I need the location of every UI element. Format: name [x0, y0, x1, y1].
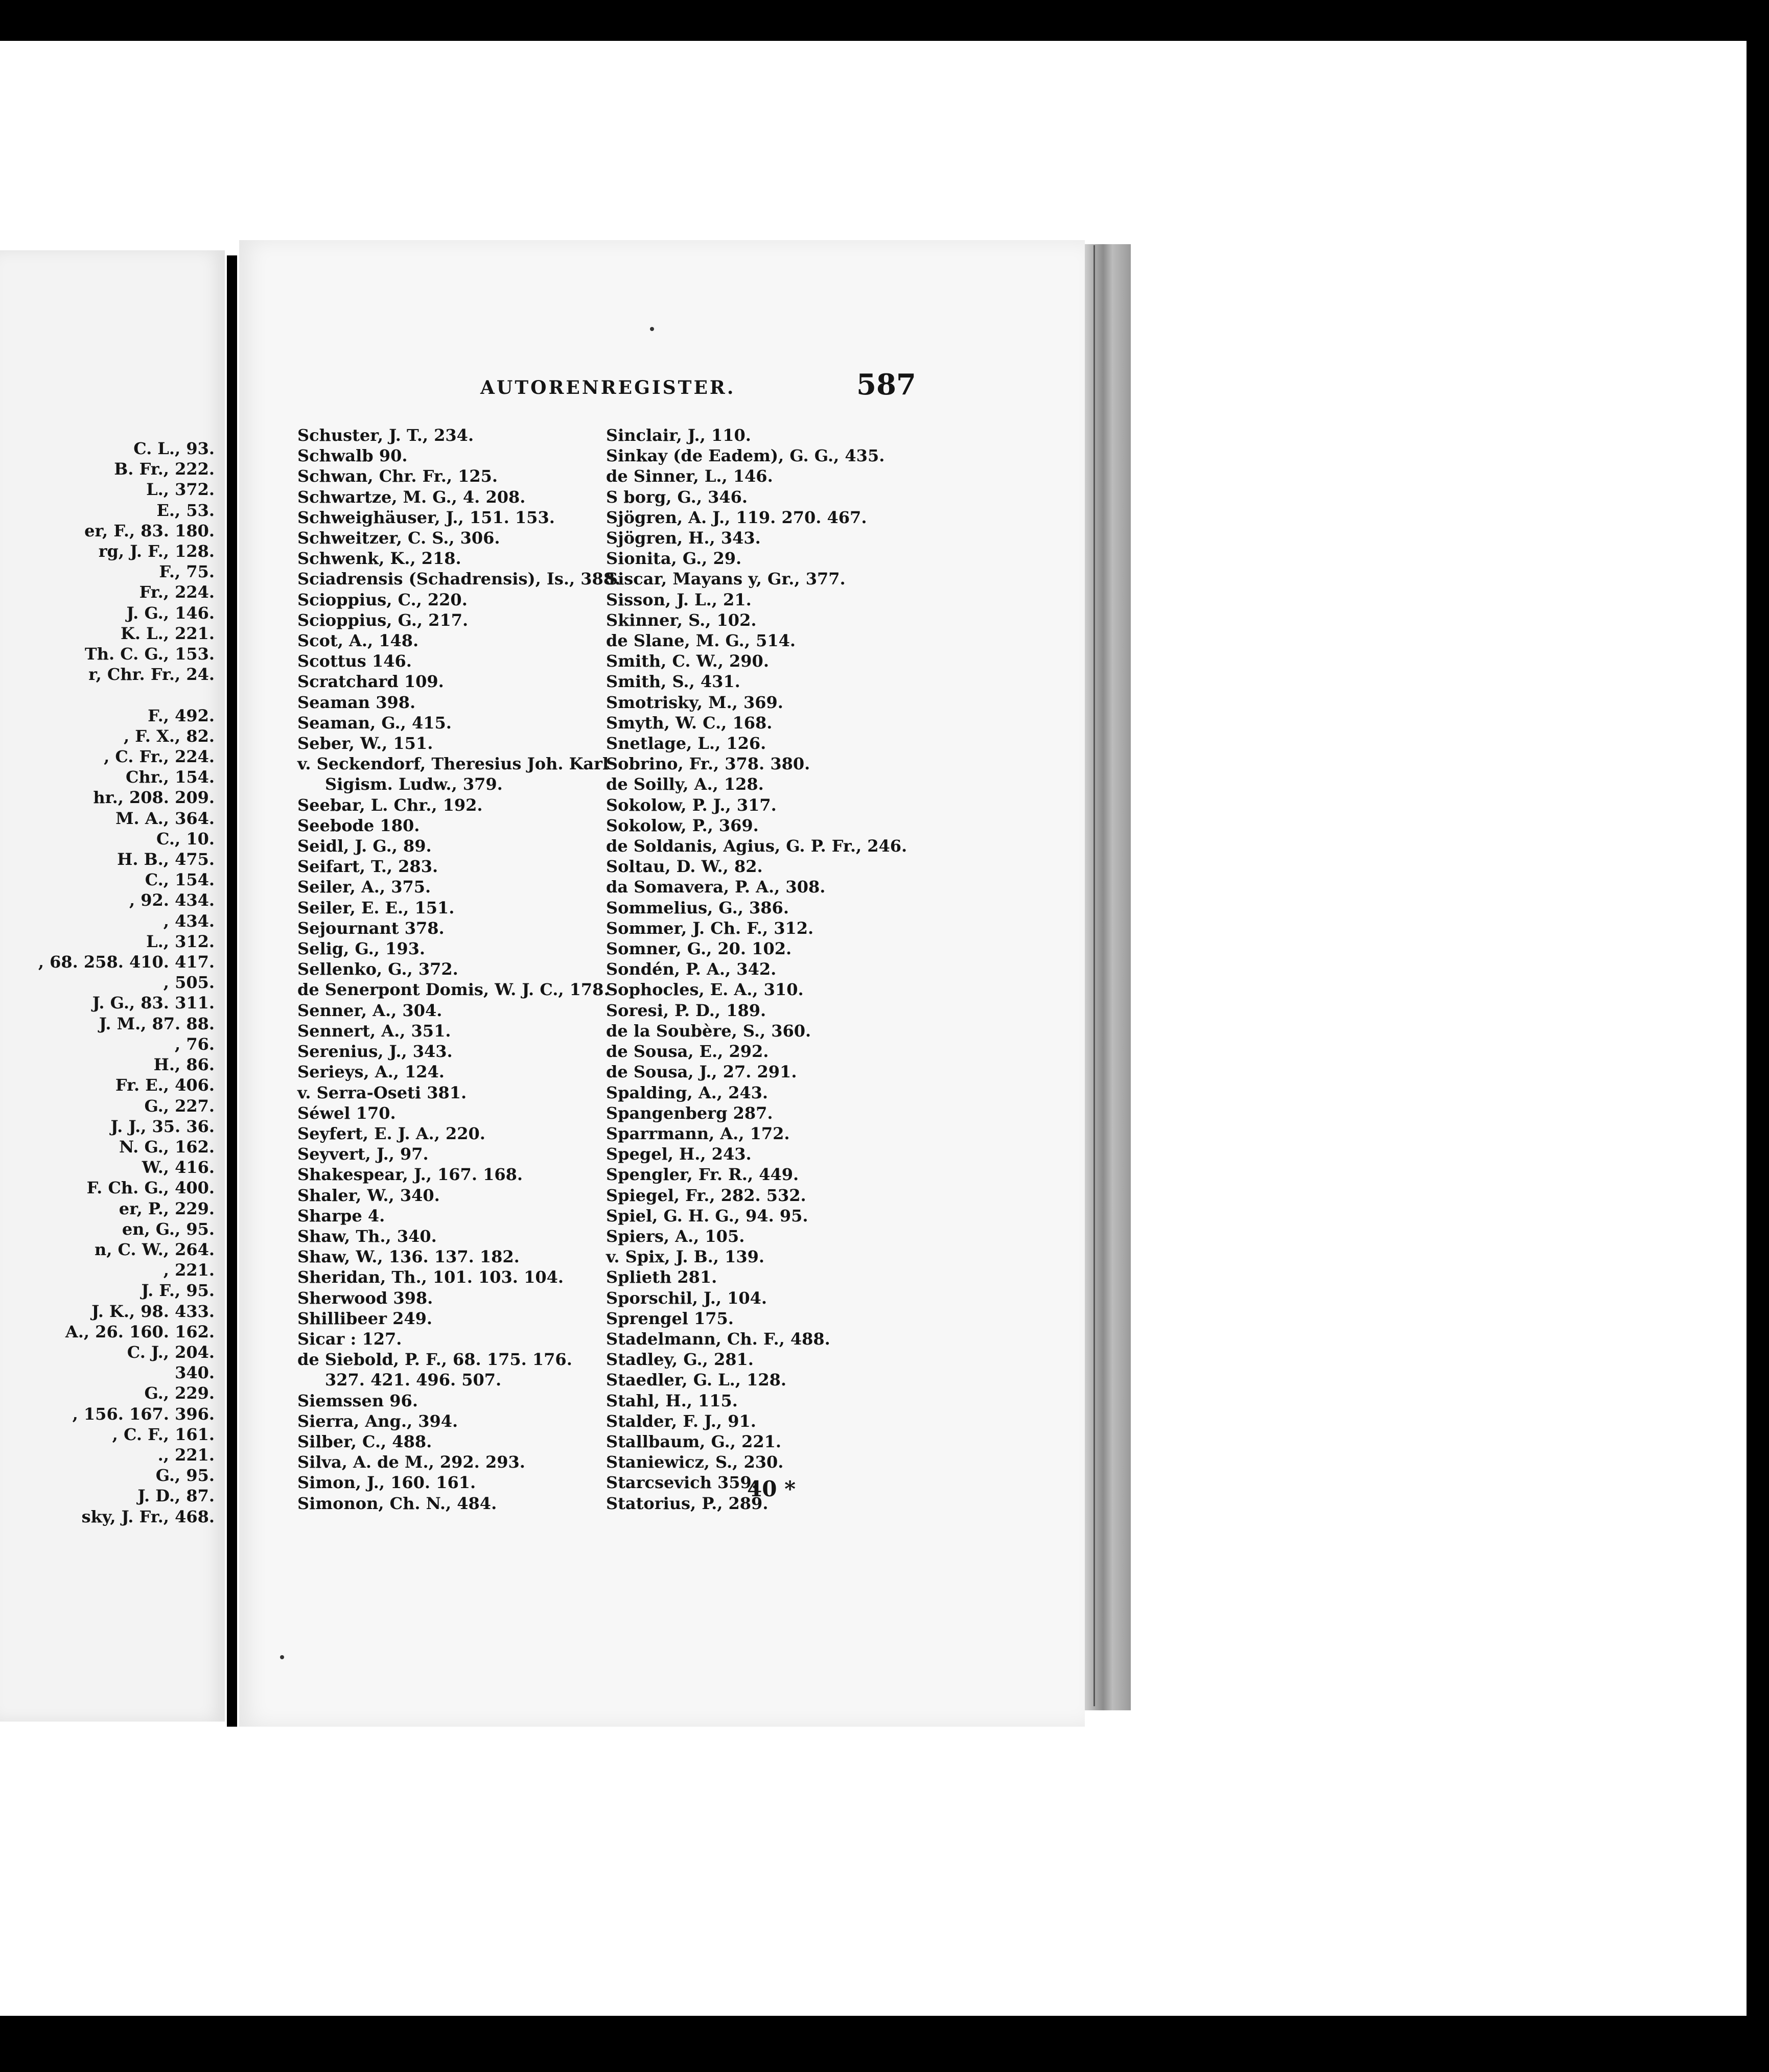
index-entry: Sophocles, E. A., 310.: [606, 980, 804, 1000]
index-entry: Sjögren, H., 343.: [606, 528, 761, 548]
index-entry: Silva, A. de M., 292. 293.: [297, 1452, 525, 1472]
left-page-entry: C. L., 93.: [133, 439, 215, 458]
left-page-entry: C., 154.: [145, 870, 215, 890]
index-entry: Sinkay (de Eadem), G. G., 435.: [606, 446, 885, 466]
index-entry: Séwel 170.: [297, 1103, 396, 1123]
index-entry: Snetlage, L., 126.: [606, 734, 766, 754]
left-page-entry: , 76.: [175, 1034, 215, 1054]
left-page-entry: Fr. E., 406.: [115, 1075, 215, 1095]
page-number: 587: [856, 368, 916, 402]
left-page-entry: G., 229.: [144, 1383, 215, 1403]
index-entry: Shaler, W., 340.: [297, 1185, 440, 1205]
index-entry: Sigism. Ludw., 379.: [325, 774, 503, 794]
index-entry: Schwan, Chr. Fr., 125.: [297, 466, 498, 486]
index-entry: Seidl, J. G., 89.: [297, 836, 432, 856]
index-entry: Sinclair, J., 110.: [606, 426, 751, 445]
left-page-entry: , C. Fr., 224.: [104, 747, 215, 767]
left-page: [0, 250, 225, 1722]
left-page-entry: , C. F., 161.: [112, 1424, 215, 1444]
index-entry: Siemssen 96.: [297, 1391, 418, 1410]
index-column-left: [297, 425, 621, 1514]
index-entry: de Sinner, L., 146.: [606, 466, 773, 486]
index-entry: Spiers, A., 105.: [606, 1226, 745, 1246]
signature-mark: 40 *: [747, 1476, 796, 1501]
index-entry: Serieys, A., 124.: [297, 1062, 445, 1082]
index-entry: Sheridan, Th., 101. 103. 104.: [297, 1267, 564, 1287]
index-entry: de Soilly, A., 128.: [606, 774, 764, 794]
index-entry: v. Serra-Oseti 381.: [297, 1082, 467, 1102]
index-entry: Sokolow, P., 369.: [606, 815, 759, 835]
left-page-entry: , F. X., 82.: [124, 726, 215, 746]
index-entry: Smith, C. W., 290.: [606, 651, 769, 671]
index-entry: Skinner, S., 102.: [606, 610, 757, 630]
index-entry: Statorius, P., 289.: [606, 1493, 769, 1513]
scan-border-top: [0, 0, 1769, 41]
index-entry: Schwalb 90.: [297, 446, 408, 466]
index-entry: S borg, G., 346.: [606, 487, 748, 507]
left-page-entry: sky, J. Fr., 468.: [81, 1506, 215, 1526]
index-entry: Shaw, Th., 340.: [297, 1226, 437, 1246]
left-page-entry: H. B., 475.: [117, 850, 215, 869]
left-page-entry: J. J., 35. 36.: [110, 1116, 215, 1136]
index-entry: Sherwood 398.: [297, 1288, 433, 1308]
index-entry: Sparrmann, A., 172.: [606, 1123, 790, 1143]
index-entry: Soltau, D. W., 82.: [606, 857, 763, 877]
index-entry: Smyth, W. C., 168.: [606, 713, 773, 733]
left-page-entry: F., 492.: [148, 705, 215, 725]
index-entry: Sporschil, J., 104.: [606, 1288, 767, 1308]
index-entry: Simonon, Ch. N., 484.: [297, 1493, 497, 1513]
left-page-entries: [0, 438, 215, 1527]
index-entry: Schwartze, M. G., 4. 208.: [297, 487, 526, 507]
left-page-entry: A., 26. 160. 162.: [65, 1322, 215, 1341]
index-entry: Somner, G., 20. 102.: [606, 939, 792, 959]
left-page-entry: , 505.: [163, 973, 215, 993]
index-entry: Staniewicz, S., 230.: [606, 1452, 784, 1472]
index-entry: Splieth 281.: [606, 1267, 717, 1287]
index-entry: v. Spix, J. B., 139.: [606, 1247, 764, 1267]
index-entry: de Soldanis, Agius, G. P. Fr., 246.: [606, 836, 907, 856]
index-entry: Sicar : 127.: [297, 1329, 402, 1349]
index-entry: Stalder, F. J., 91.: [606, 1411, 756, 1431]
left-page-entry: H., 86.: [153, 1055, 215, 1075]
left-page-entry: J. G., 146.: [126, 603, 215, 623]
index-entry: Sejournant 378.: [297, 918, 445, 938]
index-entry: Seiler, E. E., 151.: [297, 898, 455, 917]
index-entry: Selig, G., 193.: [297, 939, 425, 959]
index-entry: Soresi, P. D., 189.: [606, 1000, 766, 1020]
left-page-entry: J. G., 83. 311.: [92, 993, 215, 1013]
index-entry: Sellenko, G., 372.: [297, 959, 458, 979]
index-entry: Simon, J., 160. 161.: [297, 1473, 476, 1493]
left-page-entry: , 434.: [163, 911, 215, 931]
index-entry: de la Soubère, S., 360.: [606, 1021, 811, 1041]
index-entry: Sommer, J. Ch. F., 312.: [606, 918, 814, 938]
index-entry: Schwenk, K., 218.: [297, 549, 461, 569]
index-entry: Staedler, G. L., 128.: [606, 1370, 787, 1390]
index-entry: Sommelius, G., 386.: [606, 898, 789, 917]
index-entry: Spangenberg 287.: [606, 1103, 773, 1123]
page-edge-line: [1093, 245, 1095, 1706]
index-entry: Seyvert, J., 97.: [297, 1144, 429, 1164]
index-column-right: [606, 425, 913, 1514]
index-entry: Stadelmann, Ch. F., 488.: [606, 1329, 830, 1349]
left-page-entry: J. M., 87. 88.: [99, 1014, 215, 1033]
left-page-entry: M. A., 364.: [115, 808, 215, 828]
left-page-entry: , 92. 434.: [129, 890, 215, 910]
left-page-entry: , 221.: [163, 1260, 215, 1280]
left-page-entry: r, Chr. Fr., 24.: [88, 665, 215, 685]
index-entry: da Somavera, P. A., 308.: [606, 877, 826, 897]
left-page-entry: E., 53.: [156, 500, 215, 520]
left-page-entry: er, P., 229.: [119, 1198, 215, 1218]
left-page-entry: F. Ch. G., 400.: [86, 1178, 215, 1198]
index-entry: Seaman, G., 415.: [297, 713, 452, 733]
index-entry: Seebode 180.: [297, 815, 420, 835]
left-page-entry: F., 75.: [159, 562, 215, 582]
index-entry: Spalding, A., 243.: [606, 1082, 769, 1102]
left-page-entry: 340.: [175, 1363, 215, 1383]
index-entry: Sierra, Ang., 394.: [297, 1411, 458, 1431]
index-entry: Schweighäuser, J., 151. 153.: [297, 507, 555, 527]
index-entry: Stahl, H., 115.: [606, 1391, 738, 1410]
left-page-entry: er, F., 83. 180.: [84, 521, 215, 540]
left-page-entry: hr., 208. 209.: [93, 788, 215, 808]
left-page-entry: L., 312.: [146, 931, 215, 951]
index-entry: Seifart, T., 283.: [297, 857, 438, 877]
left-page-entry: Fr., 224.: [139, 582, 215, 602]
left-page-entry: G., 95.: [155, 1466, 215, 1486]
index-entry: v. Seckendorf, Theresius Joh. Karl: [297, 754, 609, 774]
page-edge: [1085, 244, 1131, 1710]
ink-speck: [650, 327, 654, 331]
index-entry: Scioppius, C., 220.: [297, 590, 468, 609]
index-entry: de Sousa, E., 292.: [606, 1042, 769, 1062]
left-page-entry: C., 10.: [156, 829, 215, 849]
index-entry: Scot, A., 148.: [297, 631, 419, 651]
scan-border-right: [1747, 0, 1769, 2072]
index-entry: Sprengel 175.: [606, 1308, 734, 1328]
left-page-entry: B. Fr., 222.: [114, 459, 215, 479]
index-entry: Smith, S., 431.: [606, 672, 740, 692]
index-entry: 327. 421. 496. 507.: [325, 1370, 502, 1390]
index-entry: Sisson, J. L., 21.: [606, 590, 752, 609]
scan-border-bottom: [0, 2016, 1769, 2072]
left-page-entry: W., 416.: [142, 1158, 215, 1178]
index-entry: Seber, W., 151.: [297, 734, 433, 754]
index-entry: Seebar, L. Chr., 192.: [297, 795, 483, 815]
left-page-entry: L., 372.: [146, 480, 215, 500]
left-page-entry: J. F., 95.: [141, 1281, 215, 1301]
left-page-entry: J. D., 87.: [137, 1486, 215, 1506]
index-entry: Scratchard 109.: [297, 672, 444, 692]
index-entry: Starcsevich 359.: [606, 1473, 757, 1493]
index-entry: de Siebold, P. F., 68. 175. 176.: [297, 1350, 572, 1370]
index-entry: Spiegel, Fr., 282. 532.: [606, 1185, 806, 1205]
index-entry: Sionita, G., 29.: [606, 549, 742, 569]
index-entry: Seiler, A., 375.: [297, 877, 431, 897]
left-page-entry: [0, 685, 215, 705]
index-entry: Spegel, H., 243.: [606, 1144, 752, 1164]
index-entry: Sciadrensis (Schadrensis), Is., 388.: [297, 569, 621, 589]
index-entry: Seyfert, E. J. A., 220.: [297, 1123, 485, 1143]
index-entry: Sobrino, Fr., 378. 380.: [606, 754, 810, 774]
index-entry: Senner, A., 304.: [297, 1000, 443, 1020]
index-entry: Scottus 146.: [297, 651, 412, 671]
index-entry: Scioppius, G., 217.: [297, 610, 469, 630]
index-entry: Spengler, Fr. R., 449.: [606, 1165, 799, 1185]
left-page-entry: en, G., 95.: [122, 1219, 215, 1239]
index-entry: Shillibeer 249.: [297, 1308, 433, 1328]
index-entry: Schuster, J. T., 234.: [297, 426, 474, 445]
index-entry: Stallbaum, G., 221.: [606, 1431, 781, 1451]
index-entry: Sokolow, P. J., 317.: [606, 795, 777, 815]
left-page-entry: C. J., 204.: [127, 1342, 215, 1362]
left-page-entry: Th. C. G., 153.: [84, 644, 215, 664]
index-entry: Sjögren, A. J., 119. 270. 467.: [606, 507, 867, 527]
left-page-entry: J. K., 98. 433.: [91, 1301, 215, 1321]
index-entry: de Sousa, J., 27. 291.: [606, 1062, 797, 1082]
running-head: AUTORENREGISTER.: [480, 377, 736, 398]
left-page-entry: n, C. W., 264.: [94, 1239, 215, 1259]
index-entry: Sondén, P. A., 342.: [606, 959, 777, 979]
left-page-entry: , 156. 167. 396.: [72, 1404, 215, 1424]
left-page-entry: G., 227.: [144, 1096, 215, 1116]
index-entry: Shaw, W., 136. 137. 182.: [297, 1247, 520, 1267]
left-page-entry: Chr., 154.: [125, 767, 215, 787]
index-entry: Siscar, Mayans y, Gr., 377.: [606, 569, 846, 589]
index-entry: de Senerpont Domis, W. J. C., 178.: [297, 980, 610, 1000]
index-entry: Serenius, J., 343.: [297, 1042, 453, 1062]
left-page-entry: ., 221.: [157, 1445, 215, 1465]
index-entry: Shakespear, J., 167. 168.: [297, 1165, 523, 1185]
left-page-entry: rg, J. F., 128.: [98, 541, 215, 561]
index-entry: Sharpe 4.: [297, 1206, 385, 1226]
index-entry: Sennert, A., 351.: [297, 1021, 451, 1041]
index-entry: de Slane, M. G., 514.: [606, 631, 796, 651]
ink-speck: [280, 1655, 284, 1659]
index-entry: Smotrisky, M., 369.: [606, 692, 783, 712]
index-entry: Seaman 398.: [297, 692, 416, 712]
left-page-entry: , 68. 258. 410. 417.: [38, 952, 215, 972]
index-entry: Schweitzer, C. S., 306.: [297, 528, 500, 548]
left-page-entry: K. L., 221.: [121, 623, 215, 643]
index-entry: Stadley, G., 281.: [606, 1350, 754, 1370]
book-gutter: [227, 255, 237, 1727]
left-page-entry: N. G., 162.: [119, 1137, 215, 1157]
index-entry: Silber, C., 488.: [297, 1431, 432, 1451]
index-entry: Spiel, G. H. G., 94. 95.: [606, 1206, 808, 1226]
